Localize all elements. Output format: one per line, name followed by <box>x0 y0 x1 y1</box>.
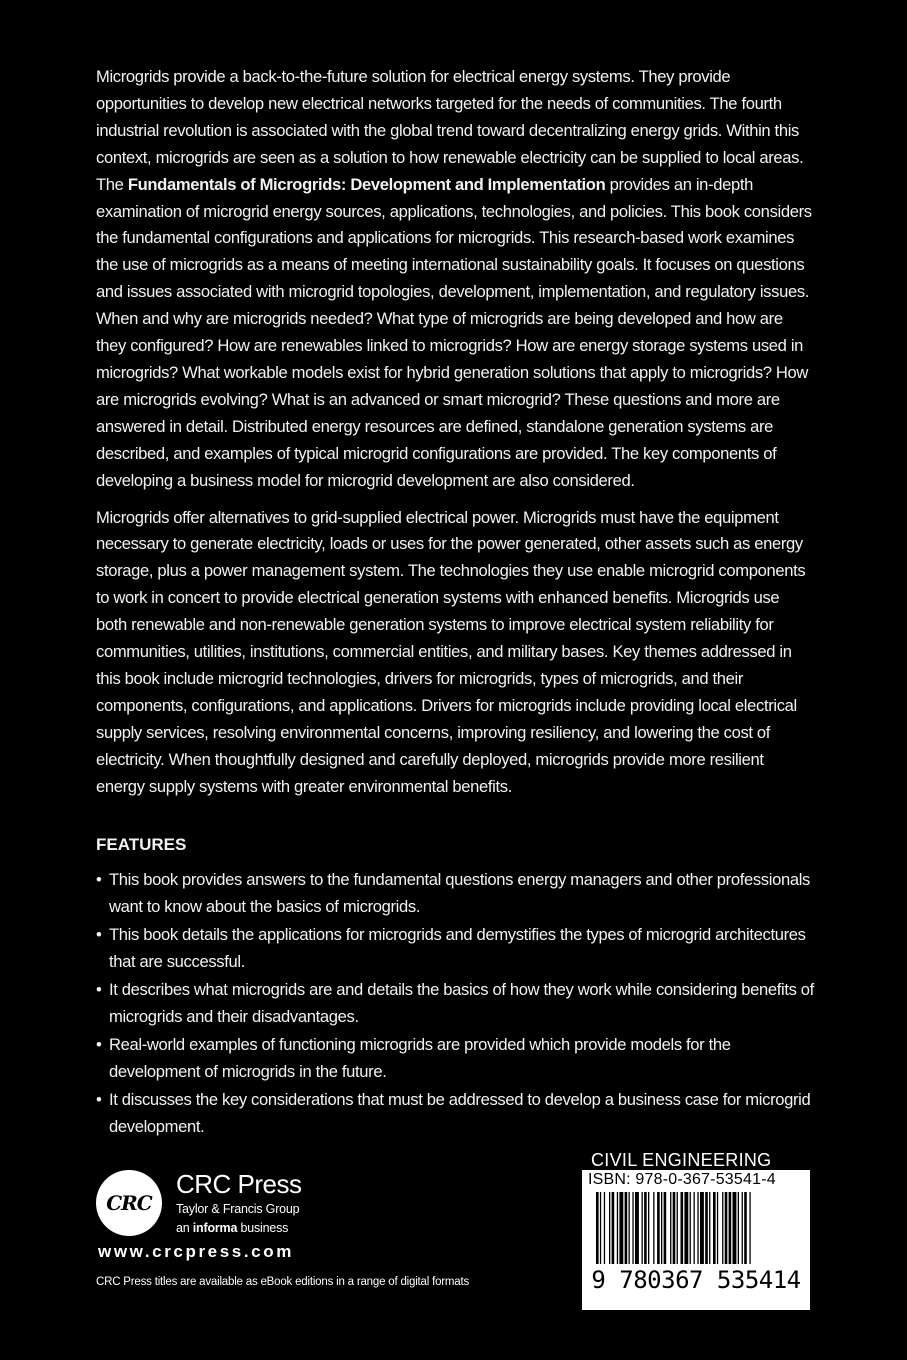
book-title-bold: Fundamentals of Microgrids: Development and Implementation <box>127 174 606 194</box>
barcode-bar <box>617 1192 618 1264</box>
barcode-bar <box>742 1192 743 1264</box>
barcode-bar <box>625 1192 628 1264</box>
isbn-number: ISBN: 978-0-367-53541-4 <box>588 1171 776 1188</box>
features-list <box>96 867 814 1140</box>
barcode-bar <box>749 1192 750 1264</box>
barcode-bar <box>632 1192 633 1264</box>
barcode-bar <box>738 1192 739 1264</box>
publisher-block <box>96 1160 536 1350</box>
feature-item: • This book details the applications for microgrids and demystifies the types of microgrid architectures that are successful. <box>96 922 814 976</box>
publisher-group: Taylor & Francis Group <box>176 1202 300 1216</box>
crc-logo: CRC <box>96 1170 162 1236</box>
barcode-bar <box>709 1192 710 1264</box>
barcode-bar <box>642 1192 643 1264</box>
barcode-bar <box>673 1192 676 1264</box>
barcode-bar <box>713 1192 716 1264</box>
barcode-bars <box>582 1192 810 1268</box>
description-paragraph-1 <box>96 64 814 495</box>
barcode-bar <box>717 1192 718 1264</box>
barcode-bar <box>690 1192 691 1264</box>
paragraph-1-intro: Microgrids provide a back-to-the-future solution for electrical energy systems. They provide opportunities to develop new electrical networks targeted for the needs of communities. The fourth industrial revolution is associated with the global trend toward decentralizing energy grids. Within this context, microgrids are seen as a solution to how renewable electricity can be supplied to local areas. The <box>96 67 804 194</box>
barcode-bar <box>733 1192 737 1264</box>
barcode-bar <box>609 1192 610 1264</box>
barcode-bar <box>612 1192 615 1264</box>
barcode-bar <box>664 1192 667 1264</box>
barcode-bar <box>729 1192 732 1264</box>
barcode-bar <box>700 1192 704 1264</box>
barcode-bar <box>619 1192 623 1264</box>
barcode-bar <box>744 1192 747 1264</box>
barcode-bar <box>725 1192 728 1264</box>
barcode-bar <box>697 1192 698 1264</box>
feature-item: • This book provides answers to the fundamental questions energy managers and other professionals want to know about the basics of microgrids. <box>96 867 814 921</box>
feature-item: • It discusses the key considerations that must be addressed to develop a business case for microgrid development. <box>96 1087 814 1141</box>
publisher-informa-line: an informa business <box>176 1221 289 1235</box>
features-heading: FEATURES <box>96 835 187 855</box>
barcode-bar <box>694 1192 695 1264</box>
barcode-bar <box>670 1192 671 1264</box>
subject-category: CIVIL ENGINEERING <box>591 1150 772 1170</box>
barcode-bar <box>661 1192 662 1264</box>
ebook-note: CRC Press titles are available as eBook editions in a range of digital formats <box>96 1276 470 1288</box>
barcode-bar <box>644 1192 647 1264</box>
back-cover-text <box>96 64 814 1141</box>
barcode-bar <box>653 1192 654 1264</box>
barcode-bar <box>681 1192 684 1264</box>
feature-item: • Real-world examples of functioning microgrids are provided which provide models for the development of microgrids in the future. <box>96 1032 814 1086</box>
publisher-url[interactable]: www.crcpress.com <box>98 1242 294 1261</box>
barcode-bar <box>629 1192 630 1264</box>
barcode-bar <box>600 1192 601 1264</box>
description-paragraph-2: Microgrids offer alternatives to grid-supplied electrical power. Microgrids must have the equipment necessary to generate electricity, loads or uses for the power generated, other assets such as energy storage, plus a power management system. The technologies they use enable microgrid components to work in concert to provide electrical generation systems with enhanced benefits. Microgrids use both renewable and non-renewable generation systems to improve electrical system reliability for communities, utilities, institutions, commercial entities, and military bases. Key themes addressed in this book include microgrid technologies, drivers for microgrids, types of microgrids, and their components, configurations, and applications. Drivers for microgrids include providing local electrical supply services, resolving environmental concerns, improving resiliency, and lowering the cost of electricity. When thoughtfully designed and carefully deployed, microgrids provide more resilient energy supply systems with greater environmental benefits. <box>96 507 806 796</box>
barcode-bar <box>684 1192 688 1264</box>
barcode-bar <box>705 1192 708 1264</box>
isbn-barcode <box>582 1170 810 1310</box>
barcode-bar <box>635 1192 639 1264</box>
barcode-bar <box>677 1192 678 1264</box>
paragraph-1-rest: provides an in-depth examination of microgrid energy sources, applications, technologies, and policies. This book considers the fundamental configurations and applications for microgrids. This research-based work examines the use of microgrids as a means of meeting international sustainability goals. It focuses on questions and issues associated with microgrid topologies, development, implementation, and regulatory issues. When and why are microgrids needed? What type of microgrids are being developed and how are they configured? How are renewables linked to microgrids? How are energy storage systems used in microgrids? What workable models exist for hybrid generation solutions that apply to microgrids? How are microgrids evolving? What is an advanced or smart microgrid? These questions and more are answered in detail. Distributed energy resources are defined, standalone generation systems are described, and examples of typical microgrid configurations are provided. The key components of developing a business model for microgrid development are also considered. <box>96 174 812 490</box>
barcode-digits: 9 780367 535414 <box>591 1266 801 1294</box>
barcode-bar <box>596 1192 599 1264</box>
publisher-name: CRC Press <box>176 1169 302 1199</box>
barcode-bar <box>657 1192 660 1264</box>
barcode-bar <box>648 1192 649 1264</box>
barcode-bar <box>722 1192 723 1264</box>
feature-item: • It describes what microgrids are and details the basics of how they work while considering benefits of microgrids and their disadvantages. <box>96 977 814 1031</box>
barcode-bar <box>604 1192 605 1264</box>
